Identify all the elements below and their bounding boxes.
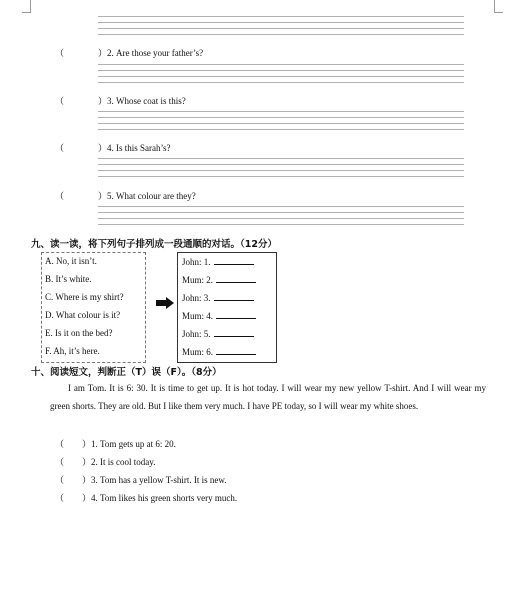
answer-lines-3[interactable] <box>98 111 464 135</box>
answer-lines-1[interactable] <box>98 16 464 40</box>
question-2: （ ）2. Are those your father’s? <box>55 48 204 58</box>
statement-4: （ ）4. Tom likes his green shorts very much. <box>55 493 238 503</box>
question-2-text: 2. Are those your father’s? <box>107 48 204 58</box>
question-3-text: 3. Whose coat is this? <box>107 96 186 106</box>
option-c: C. Where is my shirt? <box>45 292 124 302</box>
question-5-text: 5. What colour are they? <box>107 191 196 201</box>
option-d: D. What colour is it? <box>45 310 121 320</box>
option-f: F. Ah, it’s here. <box>45 346 100 356</box>
question-3: （ ）3. Whose coat is this? <box>55 96 186 106</box>
option-b: B. It’s white. <box>45 274 92 284</box>
answer-slot-1[interactable]: John: 1. <box>182 256 254 267</box>
answer-slot-5[interactable]: John: 5. <box>182 328 254 339</box>
page-corner-mark-right <box>494 0 503 13</box>
answer-slot-4[interactable]: Mum: 4. <box>182 310 256 321</box>
question-4-text: 4. Is this Sarah’s? <box>107 143 171 153</box>
answer-slot-3[interactable]: John: 3. <box>182 292 254 303</box>
answer-slot-6[interactable]: Mum: 6. <box>182 346 256 357</box>
reading-passage: I am Tom. It is 6: 30. It is time to get up. It is hot today. I will wear my new yellow T-shirt. And I will wear my green shorts. They are old. But I like them very much. I have PE today, so I will wear my white shoes. <box>50 383 486 411</box>
question-5: （ ）5. What colour are they? <box>55 191 196 201</box>
answer-lines-4[interactable] <box>98 158 464 182</box>
statement-1: （ ）1. Tom gets up at 6: 20. <box>55 439 176 449</box>
option-a: A. No, it isn’t. <box>45 256 97 266</box>
section-9-heading: 九、读一读，将下列句子排列成一段通顺的对话。（12分） <box>31 239 277 250</box>
statement-2: （ ）2. It is cool today. <box>55 457 156 467</box>
answer-lines-2[interactable] <box>98 64 464 88</box>
question-4: （ ）4. Is this Sarah’s? <box>55 143 171 153</box>
answer-slot-2[interactable]: Mum: 2. <box>182 274 256 285</box>
arrow-right-icon <box>156 297 174 309</box>
statement-3: （ ）3. Tom has a yellow T-shirt. It is new. <box>55 475 227 485</box>
answer-lines-5[interactable] <box>98 206 464 230</box>
option-e: E. Is it on the bed? <box>45 328 113 338</box>
section-10-heading: 十、阅读短文，判断正（T）误（F）。（8分） <box>31 367 222 378</box>
page-corner-mark-left <box>22 0 31 13</box>
